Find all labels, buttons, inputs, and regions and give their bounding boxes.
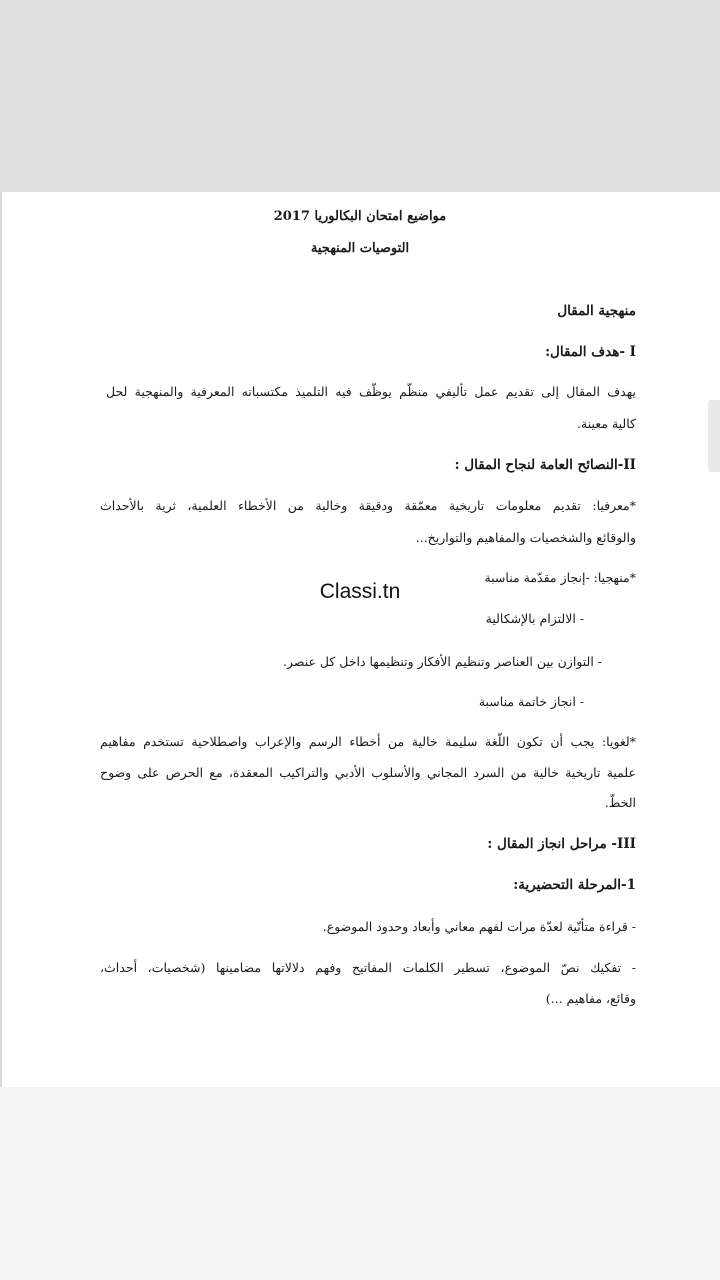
section-heading: منهجية المقال (557, 303, 636, 319)
language-line-3: الخطّ. (604, 795, 636, 810)
language-line-1: *لغويا: يجب أن تكون اللّغة سليمة خالية من أخطاء الرسم والإعراب واصطلاحية تستخدم مفاهيم (100, 734, 636, 749)
top-gray-band (0, 0, 720, 192)
bottom-gray-band (0, 1087, 720, 1280)
document-title: مواضيع امتحان البكالوريا 2017 (273, 209, 447, 224)
knowledge-line-2: والوقائع والشخصيات والمفاهيم والتواريخ... (415, 530, 636, 545)
method-line-3: - التوازن بين العناصر وتنظيم الأفكار وتنظيمها داخل كل عنصر. (282, 654, 602, 669)
section-1-title: I -هدف المقال: (545, 344, 636, 360)
side-page-edge (708, 400, 720, 472)
section-3-subtitle: 1-المرحلة التحضيرية: (513, 877, 636, 893)
section-1-line-1: يهدف المقال إلى تقديم عمل تأليفي منظّم يوظّف فيه التلميذ مكتسباته المعرفية والمنهجية لحل (106, 384, 636, 399)
method-line-2: - الالتزام بالإشكالية (485, 611, 584, 626)
step-2-line-2: وقائع، مفاهيم ...) (545, 991, 636, 1006)
step-2-line-1: - تفكيك نصّ الموضوع، تسطير الكلمات المفاتيح وفهم دلالاتها مضامينها (شخصيات، أحداث، (100, 960, 636, 975)
language-line-2: علمية تاريخية خالية من السرد المجاني والأسلوب الأدبي والتراكيب المعقدة، مع الحرص على وضوح (100, 765, 636, 780)
method-line-4: - انجاز خاتمة مناسبة (478, 694, 584, 709)
method-line-1: *منهجيا: -إنجاز مقدّمة مناسبة (484, 570, 636, 585)
section-2-title: II-النصائح العامة لنجاح المقال : (454, 457, 636, 473)
section-3-title: III- مراحل انجاز المقال : (487, 836, 636, 852)
section-1-line-2: كالية معينة. (577, 416, 636, 431)
document-page (0, 192, 720, 1087)
step-1: - قراءة متأنّية لعدّة مرات لفهم معاني وأبعاد وحدود الموضوع. (322, 919, 636, 934)
document-subtitle: التوصيات المنهجية (310, 241, 410, 256)
knowledge-line-1: *معرفيا: تقديم معلومات تاريخية معمّقة ودقيقة وخالية من الأخطاء العلمية، ثرية بالأحداث (100, 498, 636, 513)
watermark-text: Classi.tn (319, 580, 401, 603)
